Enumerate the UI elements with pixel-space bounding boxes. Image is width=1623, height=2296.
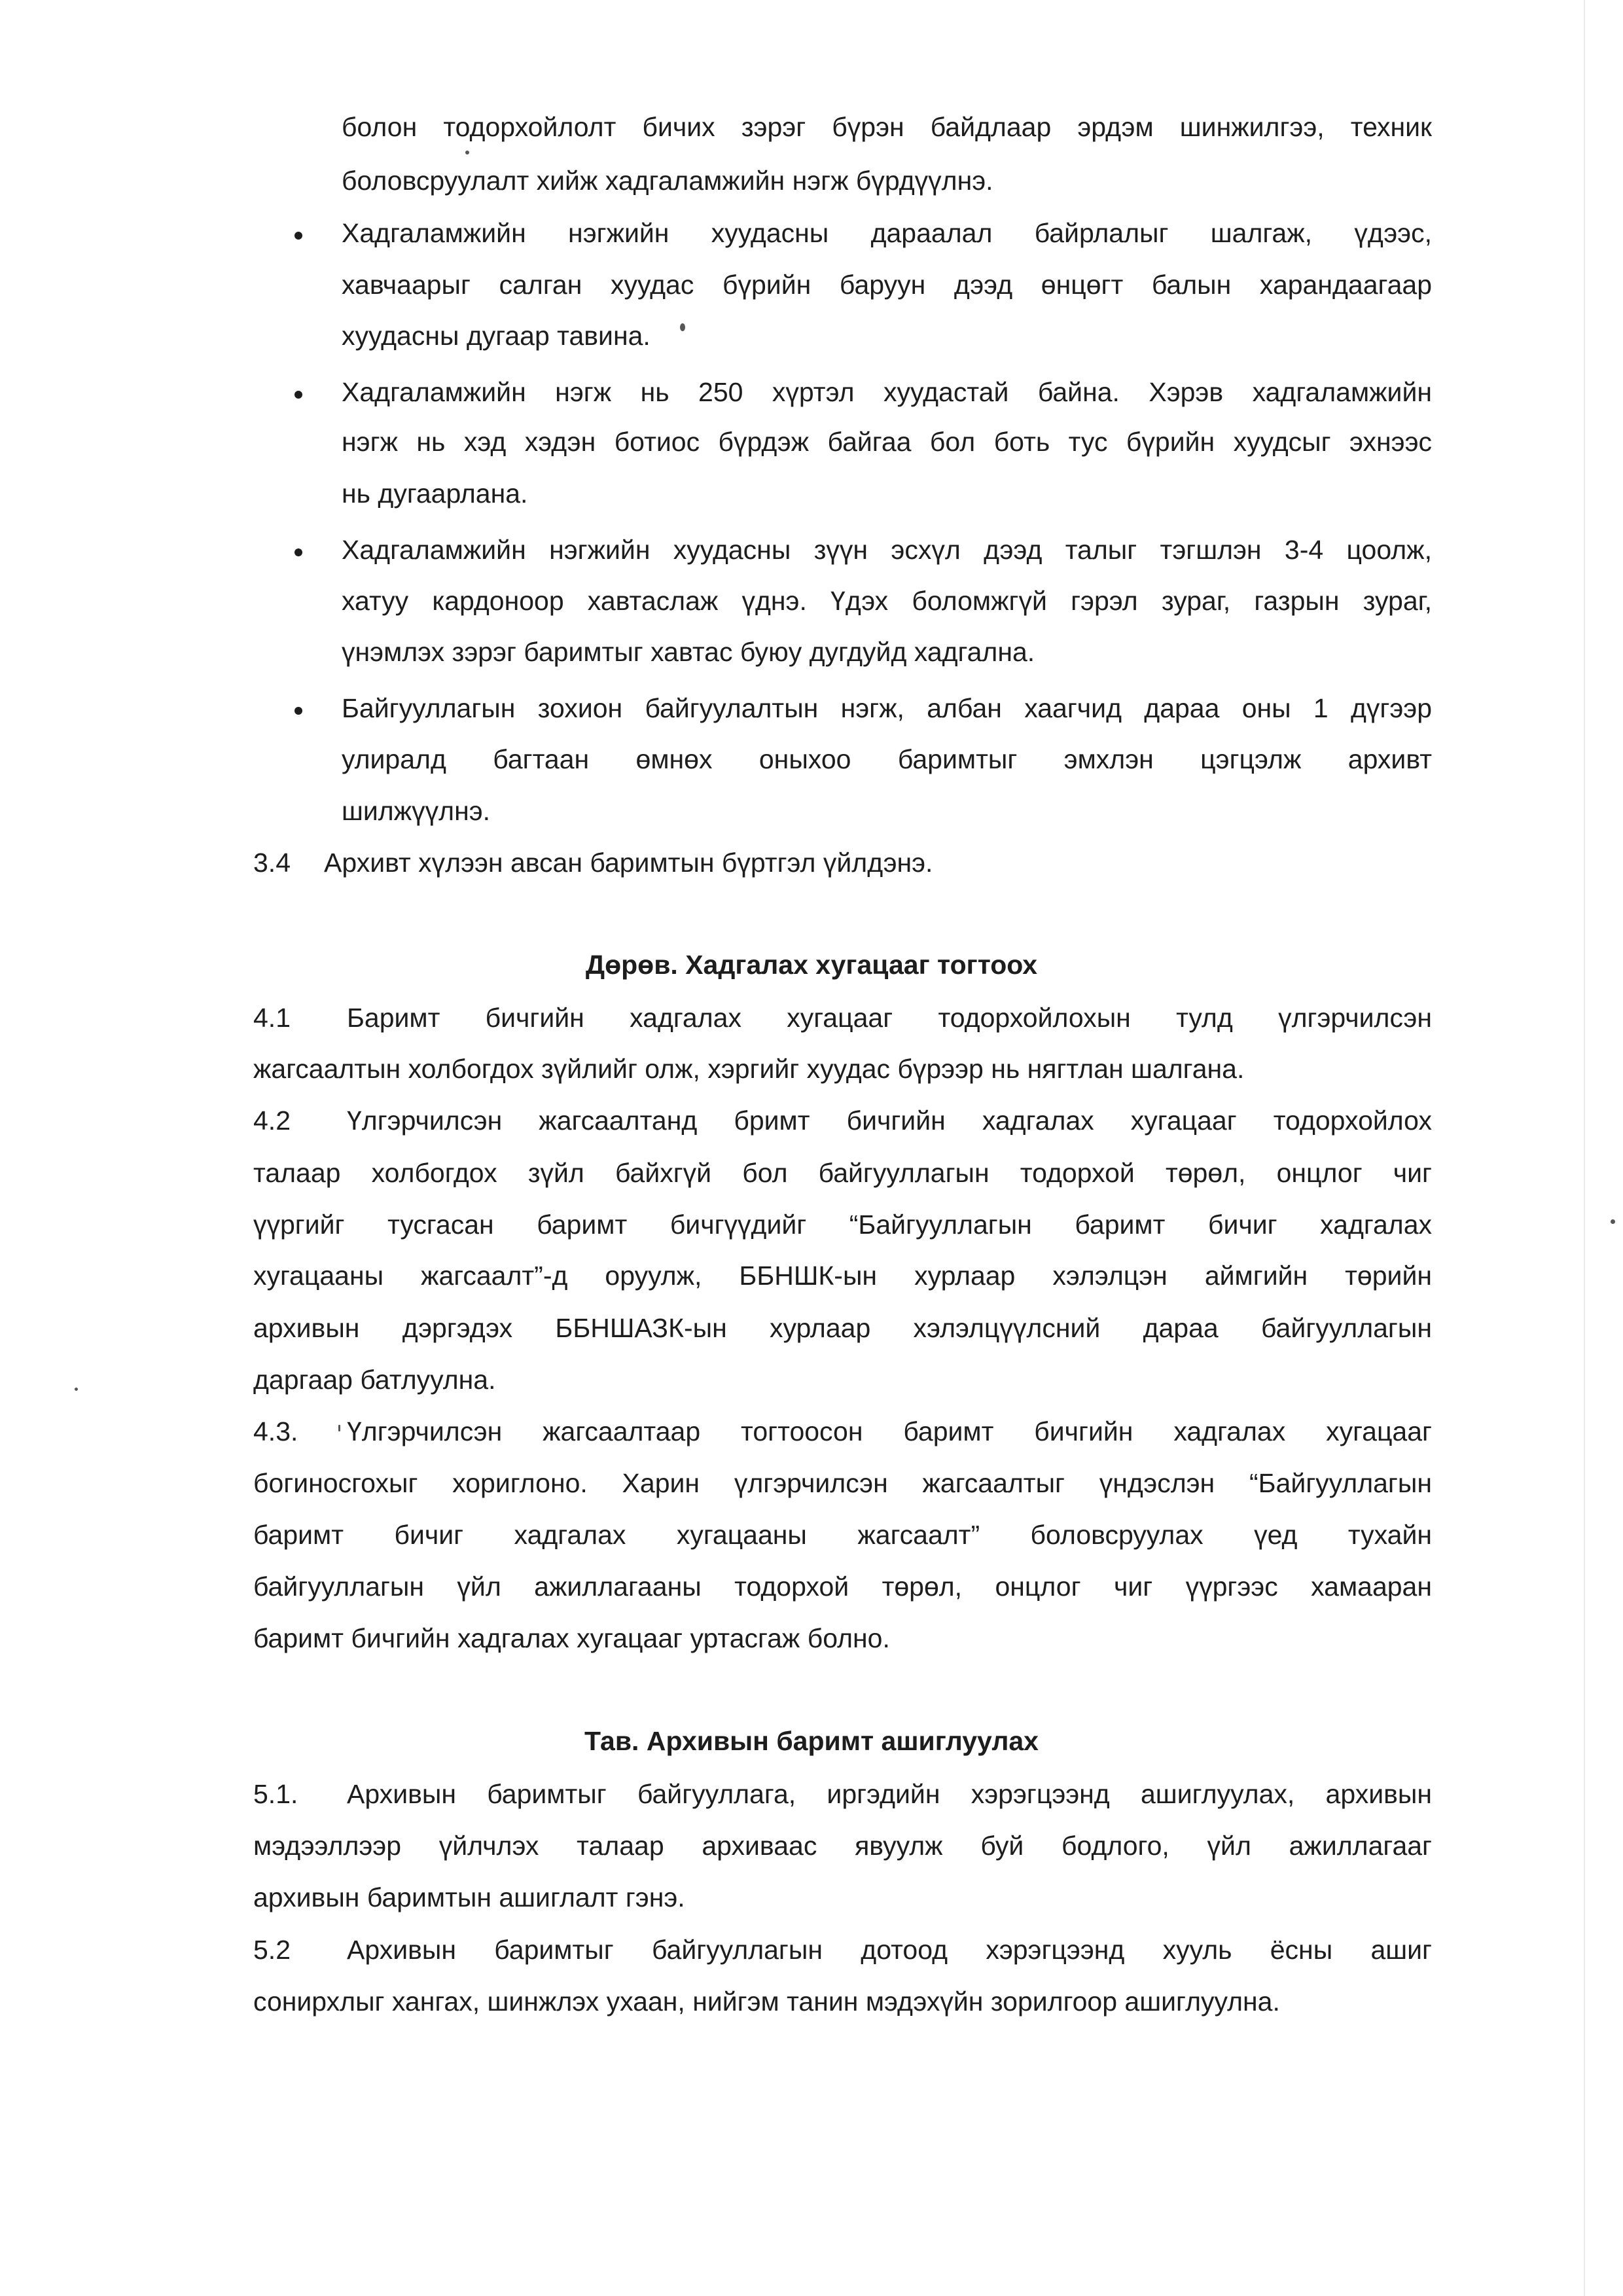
paragraph-line: баримт бичгийн хадгалах хугацааг уртасгаж болно. [253, 1623, 890, 1653]
item-number: 3.4 [253, 848, 291, 878]
bullet-line: Хадгаламжийн нэгжийн хуудасны зүүн эсхүл дээд талыг тэгшлэн 3-4 цоолж, [342, 535, 1432, 565]
section-heading: Тав. Архивын баримт ашиглуулах [584, 1726, 1039, 1756]
bullet-line: хатуу кардоноор хавтаслаж үднэ. Үдэх боломжгүй гэрэл зураг, газрын зураг, [342, 586, 1432, 616]
paragraph-line: богиносгохыг хориглоно. Харин үлгэрчилсэн жагсаалтыг үндэслэн “Байгууллагын [253, 1468, 1432, 1498]
item-number: 4.1 [253, 1003, 291, 1033]
bullet-line: хавчаарыг салган хуудас бүрийн баруун дээд өнцөгт балын харандаагаар [342, 270, 1432, 300]
bullet-line: шилжүүлнэ. [342, 796, 491, 826]
paragraph-line: Архивын баримтыг байгууллагын дотоод хэрэгцээнд хууль ёсны ашиг [347, 1935, 1432, 1965]
item-number: 4.2 [253, 1105, 291, 1136]
scan-speck [680, 323, 685, 331]
section-heading: Дөрөв. Хадгалах хугацааг тогтоох [585, 950, 1038, 980]
paragraph-line: даргаар батлуулна. [253, 1365, 496, 1395]
bullet-icon [294, 548, 302, 556]
paragraph-line: Баримт бичгийн хадгалах хугацааг тодорхойлохын тулд үлгэрчилсэн [347, 1003, 1432, 1033]
paragraph-line: архивын дэргэдэх ББНШАЗК-ын хурлаар хэлэлцүүлсний дараа байгууллагын [253, 1313, 1432, 1343]
bullet-line: Байгууллагын зохион байгуулалтын нэгж, албан хаагчид дараа оны 1 дүгээр [342, 693, 1432, 723]
paragraph-line: сонирхлыг хангах, шинжлэх ухаан, нийгэм танин мэдэхүйн зорилгоор ашиглуулна. [253, 1986, 1280, 2017]
item-number: 4.3. [253, 1416, 298, 1446]
paragraph-line: Архивын баримтыг байгууллага, иргэдийн хэрэгцээнд ашиглуулах, архивын [347, 1779, 1432, 1809]
item-number: 5.1. [253, 1779, 298, 1809]
bullet-line: Хадгаламжийн нэгжийн хуудасны дараалал байрлалыг шалгаж, үдээс, [342, 218, 1432, 248]
scan-speck [75, 1388, 78, 1391]
item-number: 5.2 [253, 1935, 291, 1965]
paragraph-line: талаар холбогдох зүйл байхгүй бол байгууллагын тодорхой төрөл, онцлог чиг [253, 1158, 1432, 1188]
paragraph-line: үүргийг тусгасан баримт бичгүүдийг “Байгууллагын баримт бичиг хадгалах [253, 1210, 1432, 1240]
bullet-line: нь дугаарлана. [342, 478, 528, 509]
paragraph-line: жагсаалтын холбогдох зүйлийг олж, хэргийг хуудас бүрээр нь нягтлан шалгана. [253, 1054, 1245, 1084]
bullet-icon [294, 391, 302, 399]
bullet-icon [294, 707, 302, 715]
bullet-line: үнэмлэх зэрэг баримтыг хавтас буюу дугдуйд хадгална. [342, 637, 1035, 667]
paragraph-line: Үлгэрчилсэн жагсаалтаар тогтоосон баримт бичгийн хадгалах хугацааг [347, 1416, 1432, 1446]
bullet-line: улиралд багтаан өмнөх оныхоо баримтыг эмхлэн цэгцэлж архивт [342, 744, 1432, 774]
scan-speck [338, 1425, 340, 1431]
paragraph-line: баримт бичиг хадгалах хугацааны жагсаалт” боловсруулах үед тухайн [253, 1520, 1432, 1550]
bullet-line: нэгж нь хэд хэдэн ботиос бүрдэж байгаа бол боть тус бүрийн хуудсыг эхнээс [342, 427, 1432, 457]
paragraph-line: мэдээллээр үйлчлэх талаар архиваас явуулж буй бодлого, үйл ажиллагааг [253, 1831, 1432, 1861]
bullet-line: Хадгаламжийн нэгж нь 250 хүртэл хуудастай байна. Хэрэв хадгаламжийн [342, 377, 1432, 407]
bullet-line: хуудасны дугаар тавина. [342, 321, 651, 351]
paragraph-line: байгууллагын үйл ажиллагааны тодорхой төрөл, онцлог чиг үүргээс хамааран [253, 1571, 1432, 1602]
scan-speck [465, 151, 469, 154]
paragraph-line: архивын баримтын ашиглалт гэнэ. [253, 1882, 685, 1912]
intro-line: боловсруулалт хийж хадгаламжийн нэгж бүрдүүлнэ. [342, 166, 993, 196]
bullet-icon [294, 232, 302, 240]
paragraph-line: Үлгэрчилсэн жагсаалтанд бримт бичгийн хадгалах хугацааг тодорхойлох [347, 1105, 1432, 1136]
intro-line: болон тодорхойлолт бичих зэрэг бүрэн байдлаар эрдэм шинжилгээ, техник [342, 112, 1432, 142]
scan-speck [1611, 1219, 1615, 1224]
item-text: Архивт хүлээн авсан баримтын бүртгэл үйлдэнэ. [324, 848, 933, 878]
paragraph-line: хугацааны жагсаалт”-д оруулж, ББНШК-ын хурлаар хэлэлцэн аймгийн төрийн [253, 1261, 1432, 1291]
scan-edge-line [1584, 0, 1585, 2296]
